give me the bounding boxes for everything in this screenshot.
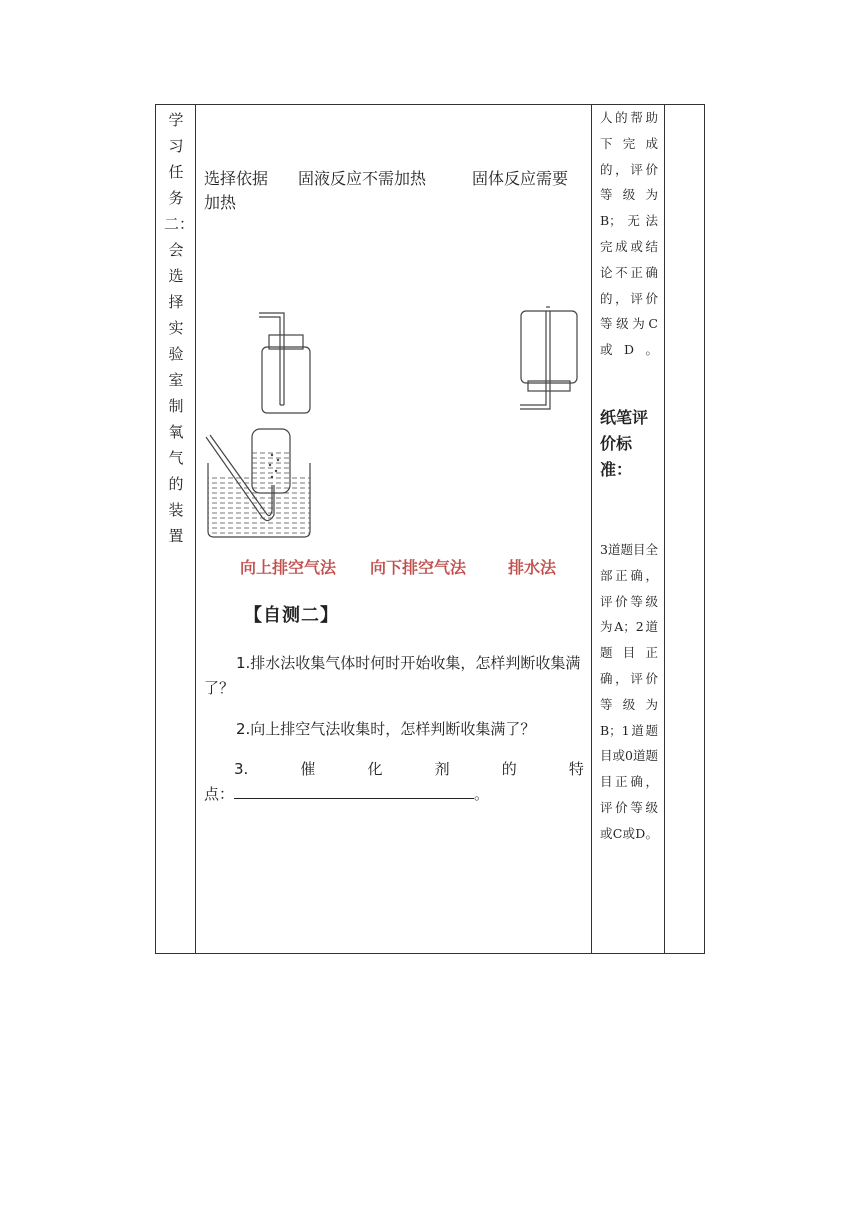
task-column: [156, 105, 196, 953]
downward-air-apparatus-figure: [516, 305, 584, 415]
question-3: [204, 757, 584, 807]
content-column: [196, 105, 592, 953]
answer-blank[interactable]: [234, 784, 474, 799]
question-3-line2: 点： 。: [204, 785, 490, 803]
basis-liquid: 固液反应不需加热: [298, 169, 427, 188]
question-1-text: 1.排水法收集气体时何时开始收集，怎样判断收集满了？: [204, 654, 581, 697]
evaluation-criteria: 3道题目全部正确，评价等级为A；2道题目正确，评价等级为B；1道题目或0道题目正确，评价等级或C或D。: [600, 542, 658, 841]
question-1: [204, 651, 584, 701]
evaluation-text-top: 人的帮助下完成的，评价等级为B；无法完成或结论不正确的，评价等级为C或D。: [600, 110, 658, 358]
assessment-table: [155, 104, 705, 954]
question-2-text: 2.向上排空气法收集时，怎样判断收集满了？: [236, 720, 536, 738]
self-test-title: 【自测二】: [244, 605, 339, 626]
evaluation-title: 纸笔评价标准：: [600, 408, 649, 479]
task-label: 学习任务二：会选择实验室制氧气的装置: [164, 111, 195, 545]
selection-basis: [204, 167, 584, 215]
question-3-line1: 3. 催 化 剂 的 特: [234, 760, 584, 778]
basis-label: 选择依据: [204, 169, 269, 188]
water-displacement-apparatus-figure: [204, 425, 316, 540]
method-downward-air: 向下排空气法: [370, 558, 467, 577]
method-water: 排水法: [508, 558, 557, 577]
upward-air-apparatus-figure: [256, 305, 336, 417]
basis-solid: 固体反应需要加热: [204, 169, 569, 212]
method-upward-air: 向上排空气法: [240, 558, 337, 577]
question-2: [204, 717, 584, 742]
evaluation-column: [592, 105, 665, 953]
